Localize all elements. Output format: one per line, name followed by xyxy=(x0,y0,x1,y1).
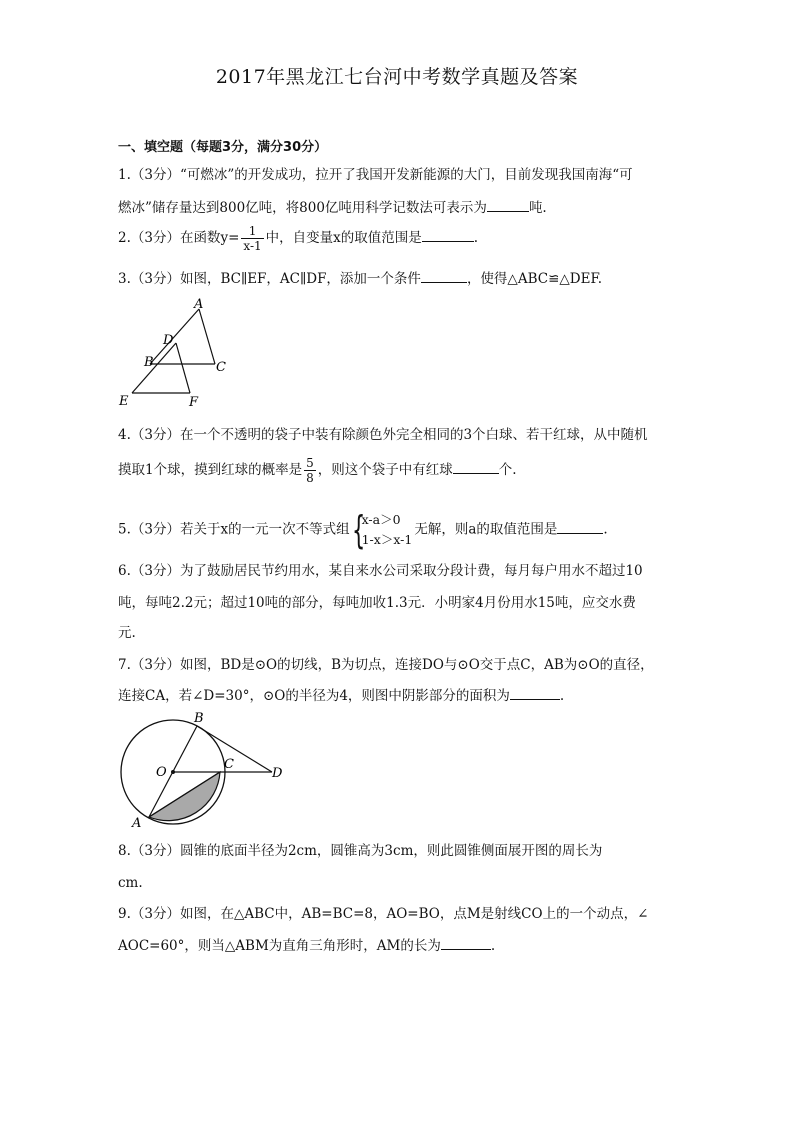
q9-text: AOC=60°，则当△ABM为直角三角形时，AM的长为 xyxy=(118,938,441,954)
q5-end: . xyxy=(603,521,608,538)
q3-text: 3.（3分）如图，BC∥EF，AC∥DF，添加一个条件 xyxy=(118,271,421,287)
q6-line2: 吨，每吨2.2元；超过10吨的部分，每吨加收1.3元．小明家4月份用水15吨，应交水费 xyxy=(118,595,636,611)
q4-pre: 摸取1个球，摸到红球的概率是 xyxy=(118,462,303,478)
q7-line2 xyxy=(118,685,564,705)
q5-inequality-system xyxy=(352,510,413,550)
q3-label-f: F xyxy=(189,395,199,410)
q9-end: . xyxy=(490,938,496,954)
q3-label-b: B xyxy=(144,355,154,370)
q2-post: 中，自变量x的取值范围是 xyxy=(265,230,422,246)
q4-post: ，则这个袋子中有红球 xyxy=(317,462,453,478)
q4-answer-blank xyxy=(453,459,499,474)
q5-post: 无解，则a的取值范围是 xyxy=(414,521,558,538)
q4-end: 个. xyxy=(498,462,517,478)
q3-answer-blank xyxy=(421,268,467,283)
q9-answer-blank xyxy=(441,935,491,950)
q3-label-d: D xyxy=(163,333,174,348)
q4-line2 xyxy=(118,456,517,485)
q8-line1: 8.（3分）圆锥的底面半径为2cm，圆锥高为3cm，则此圆锥侧面展开图的周长为 xyxy=(118,843,603,859)
q2-fraction xyxy=(241,224,263,253)
q1-line2 xyxy=(118,197,547,217)
q7-center-dot xyxy=(171,770,175,774)
q4-numerator: 5 xyxy=(306,456,314,470)
q5-answer-blank xyxy=(557,519,603,534)
q9-line2 xyxy=(118,935,495,955)
q2-numerator: 1 xyxy=(241,224,263,239)
page-title: 2017年黑龙江七台河中考数学真题及答案 xyxy=(215,66,579,88)
q3-label-c: C xyxy=(216,360,226,375)
q5-brace: { xyxy=(351,508,365,552)
q7-answer-blank xyxy=(510,685,560,700)
q7-label-c: C xyxy=(224,757,234,772)
q2-line xyxy=(118,224,478,253)
q5-ineq1: x-a＞0 xyxy=(361,512,401,527)
q2-pre: 2.（3分）在函数y= xyxy=(118,230,240,246)
q1-end: 吨. xyxy=(528,200,547,216)
q4-fraction xyxy=(304,456,316,485)
q1-answer-blank xyxy=(487,197,529,212)
q7-label-b: B xyxy=(194,711,204,726)
q2-answer-blank xyxy=(422,227,474,242)
q7-text: 连接CA，若∠D=30°，⊙O的半径为4，则图中阴影部分的面积为 xyxy=(118,688,510,704)
q6-line3: 元. xyxy=(118,625,136,641)
q3-label-e: E xyxy=(119,394,129,409)
q5-line xyxy=(118,510,608,550)
q7-end: . xyxy=(559,688,565,704)
q2-end: . xyxy=(473,230,479,246)
q1-line1: 1.（3分）“可燃冰”的开发成功，拉开了我国开发新能源的大门，目前发现我国南海“可 xyxy=(118,167,633,183)
q7-line1: 7.（3分）如图，BD是⊙O的切线，B为切点，连接DO与⊙O交于点C，AB为⊙O的直径， xyxy=(118,657,654,673)
q7-circle-figure xyxy=(110,710,290,830)
q9-line1: 9.（3分）如图，在△ABC中，AB=BC=8，AO=BO，点M是射线CO上的一个动点，∠ xyxy=(118,906,649,922)
q5-pre: 5.（3分）若关于x的一元一次不等式组 xyxy=(118,521,350,538)
section-heading: 一、填空题（每题3分，满分30分） xyxy=(118,140,328,155)
q3-line xyxy=(118,268,602,288)
q3-end: ，使得△ABC≌△DEF. xyxy=(466,271,602,287)
q5-ineq2: 1-x＞x-1 xyxy=(361,532,413,547)
q8-line2: cm. xyxy=(118,875,143,891)
q3-label-a: A xyxy=(194,297,204,312)
q1-text: 燃冰”储存量达到800亿吨，将800亿吨用科学记数法可表示为 xyxy=(118,200,487,216)
q4-line1: 4.（3分）在一个不透明的袋子中装有除颜色外完全相同的3个白球、若干红球，从中随机 xyxy=(118,427,648,443)
q2-denominator: x-1 xyxy=(243,239,262,253)
q3-triangles-figure xyxy=(110,296,250,412)
q6-line1: 6.（3分）为了鼓励居民节约用水，某自来水公司采取分段计费，每月每户用水不超过10 xyxy=(118,563,643,579)
q7-label-d: D xyxy=(272,766,283,781)
q7-label-o: O xyxy=(156,765,167,780)
q4-denominator: 8 xyxy=(306,471,314,485)
q7-label-a: A xyxy=(132,816,142,830)
